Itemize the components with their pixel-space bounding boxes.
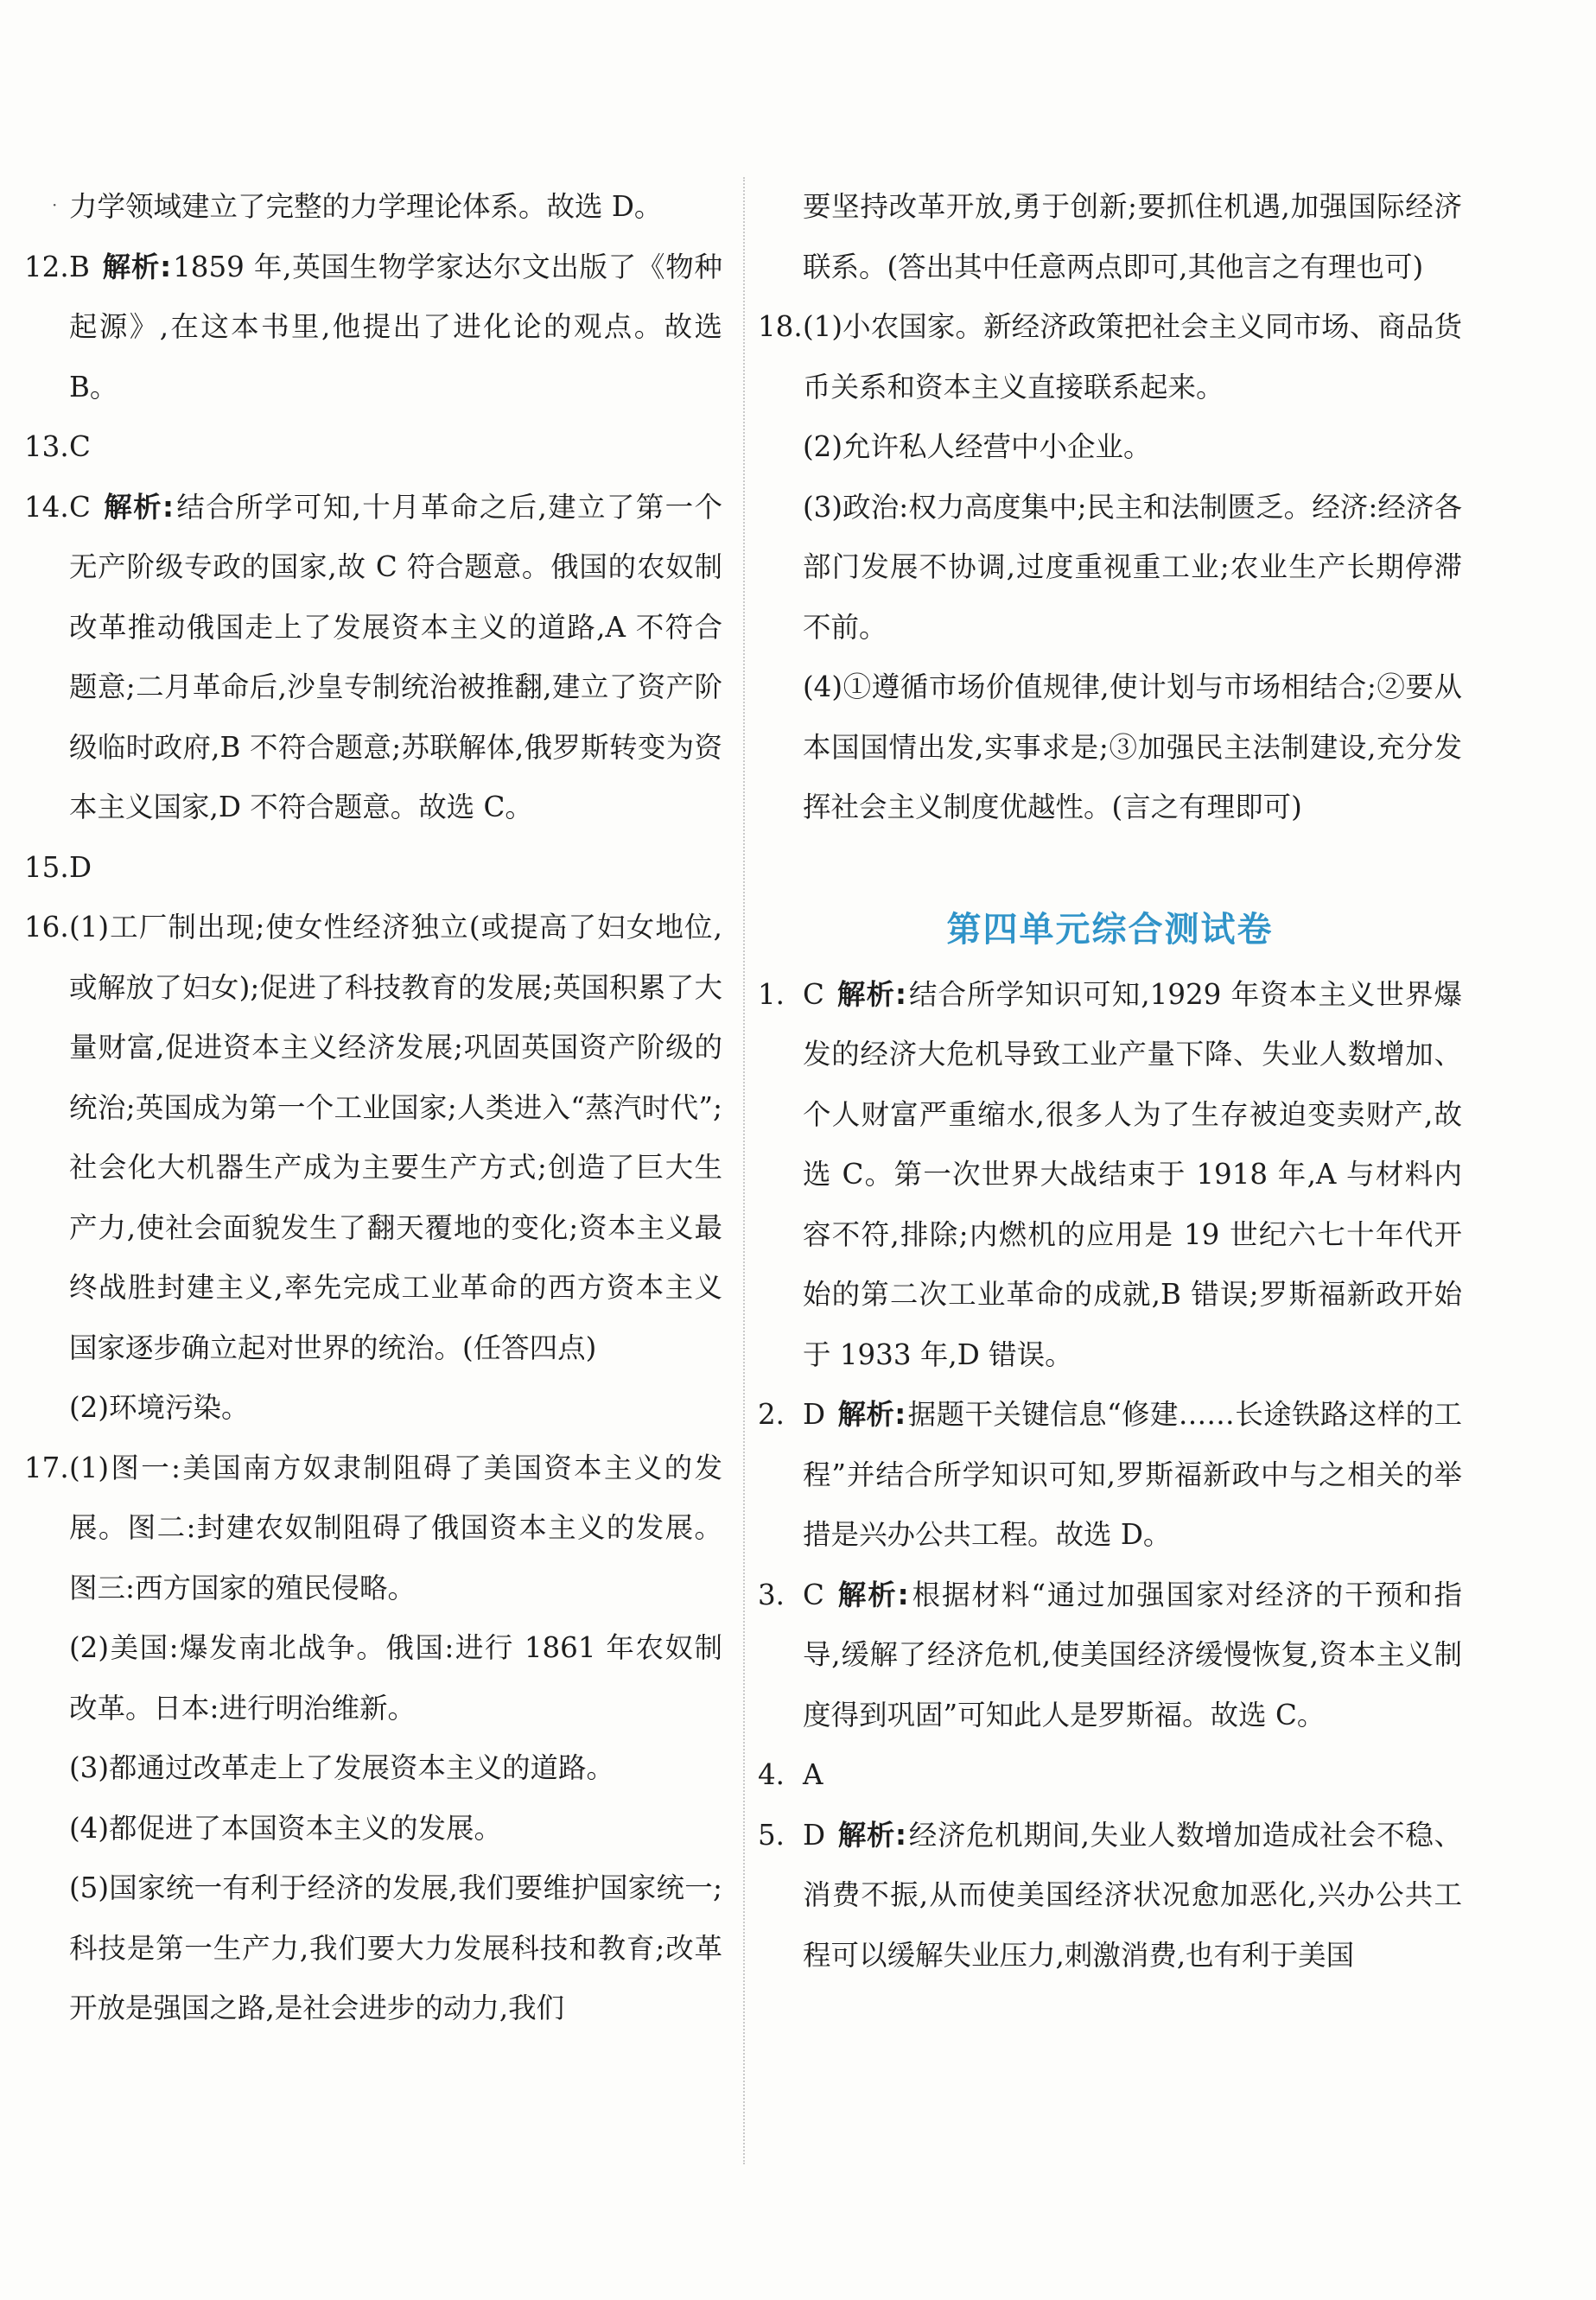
sub-answer: (3)都通过改革走上了发展资本主义的道路。 [69, 1751, 615, 1784]
analysis-label: 解析: [837, 1398, 906, 1431]
right-column-top [758, 177, 1462, 838]
answer-item [24, 838, 722, 899]
answer-item [758, 297, 1462, 417]
answer-choice: D [69, 850, 92, 884]
question-number: 14. [24, 490, 69, 524]
answer-item [758, 965, 1462, 1386]
sub-answer: (2)美国:爆发南北战争。俄国:进行 1861 年农奴制改革。日本:进行明治维新。 [69, 1631, 722, 1725]
analysis-label: 解析: [836, 1578, 909, 1611]
stray-mark: · [52, 194, 58, 215]
question-number: 2. [758, 1398, 785, 1431]
answer-item [24, 417, 722, 478]
answer-text: 结合所学可知,十月革命之后,建立了第一个无产阶级专政的国家,故 C 符合题意。俄国的农奴制改革推动俄国走上了发展资本主义的道路,A 不符合题意;二月革命后,沙皇专制统治被推翻,建立了资产阶级临时政府,B 不符合题意;苏联解体,俄罗斯转变为资本主义国家,D 不符合题意。故选 C。 [69, 490, 722, 823]
answer-text: 1859 年,英国生物学家达尔文出版了《物种起源》,在这本书里,他提出了进化论的观点。故选 B。 [69, 250, 723, 403]
answer-choice: D [803, 1818, 826, 1852]
answer-choice: A [803, 1758, 823, 1791]
question-number: 16. [24, 911, 69, 944]
answer-item [24, 1439, 722, 1619]
answer-choice: C [69, 430, 91, 463]
right-column [758, 177, 1462, 1985]
question-number: 15. [24, 850, 69, 884]
right-column-bottom [758, 965, 1462, 1986]
left-column [24, 177, 722, 2039]
analysis-label: 解析: [836, 977, 906, 1011]
answer-text: 据题干关键信息“修建……长途铁路这样的工程”并结合所学知识可知,罗斯福新政中与之相关的举措是兴办公共工程。故选 D。 [803, 1398, 1462, 1551]
question-number: 1. [758, 977, 785, 1011]
sub-answer: (4)都促进了本国资本主义的发展。 [69, 1811, 503, 1845]
answer-text: (1)工厂制出现;使女性经济独立(或提高了妇女地位,或解放了妇女);促进了科技教育的发展;英国积累了大量财富,促进资本主义经济发展;巩固英国资产阶级的统治;英国成为第一个工业国家;人类进入“蒸汽时代”;社会化大机器生产成为主要生产方式;创造了巨大生产力,使社会面貌发生了翻天覆地的变化;资本主义最终战胜封建主义,率先完成工业革命的西方资本主义国家逐步确立起对世界的统治。(任答四点) [69, 911, 722, 1364]
question-number: 17. [24, 1451, 69, 1484]
answer-text: 经济危机期间,失业人数增加造成社会不稳、消费不振,从而使美国经济状况愈加恶化,兴办公共工程可以缓解失业压力,刺激消费,也有利于美国 [803, 1818, 1462, 1972]
column-divider [743, 177, 745, 2164]
question-number: 13. [24, 430, 69, 463]
answer-choice: C [803, 1578, 824, 1611]
answer-text: (1)小农国家。新经济政策把社会主义同市场、商品货币关系和资本主义直接联系起来。 [803, 310, 1462, 403]
answer-text: 力学领域建立了完整的力学理论体系。故选 D。 [69, 190, 663, 223]
sub-answer: (5)国家统一有利于经济的发展,我们要维护国家统一;科技是第一生产力,我们要大力发展科技和教育;改革开放是强国之路,是社会进步的动力,我们 [69, 1871, 722, 2024]
answer-item [24, 478, 722, 838]
analysis-label: 解析: [101, 250, 172, 283]
section-title: 第四单元综合测试卷 [946, 909, 1274, 950]
sub-answer: (3)政治:权力高度集中;民主和法制匮乏。经济:经济各部门发展不协调,过度重视重工业;农业生产长期停滞不前。 [803, 490, 1462, 644]
analysis-label: 解析: [837, 1818, 907, 1852]
question-number: 4. [758, 1758, 785, 1791]
sub-answer: (2)环境污染。 [69, 1391, 250, 1424]
answer-choice: C [803, 977, 824, 1011]
question-number: 5. [758, 1818, 785, 1852]
answer-item [758, 177, 1462, 297]
answer-text: 要坚持改革开放,勇于创新;要抓住机遇,加强国际经济联系。(答出其中任意两点即可,其他言之有理也可) [803, 190, 1462, 283]
answer-item [24, 177, 722, 238]
answer-item [758, 1745, 1462, 1806]
answer-text: 根据材料“通过加强国家对经济的干预和指导,缓解了经济危机,使美国经济缓慢恢复,资本主义制度得到巩固”可知此人是罗斯福。故选 C。 [803, 1578, 1462, 1731]
question-number: 12. [24, 250, 69, 283]
sub-answer: (4)①遵循市场价值规律,使计划与市场相结合;②要从本国国情出发,实事求是;③加强民主法制建设,充分发挥社会主义制度优越性。(言之有理即可) [803, 670, 1462, 823]
answer-item [758, 1385, 1462, 1566]
answer-text: 结合所学知识可知,1929 年资本主义世界爆发的经济大危机导致工业产量下降、失业人数增加、个人财富严重缩水,很多人为了生存被迫变卖财产,故选 C。第一次世界大战结束于 1918 年,A 与材料内容不符,排除;内燃机的应用是 19 世纪六七十年代开始的第二次工业革命的成就,B 错误;罗斯福新政开始于 1933 年,D 错误。 [803, 977, 1462, 1371]
answer-item [758, 1566, 1462, 1746]
question-number: 18. [758, 310, 803, 343]
answer-choice: D [803, 1398, 826, 1431]
sub-answer: (2)允许私人经营中小企业。 [803, 430, 1152, 463]
question-number: 3. [758, 1578, 785, 1611]
analysis-label: 解析: [102, 490, 174, 524]
answer-choice: B [69, 250, 90, 283]
answer-item [24, 238, 722, 418]
answer-item [758, 1806, 1462, 1986]
answer-text: (1)图一:美国南方奴隶制阻碍了美国资本主义的发展。图二:封建农奴制阻碍了俄国资本主义的发展。图三:西方国家的殖民侵略。 [69, 1451, 722, 1604]
answer-choice: C [69, 490, 91, 524]
answer-item [24, 898, 722, 1378]
